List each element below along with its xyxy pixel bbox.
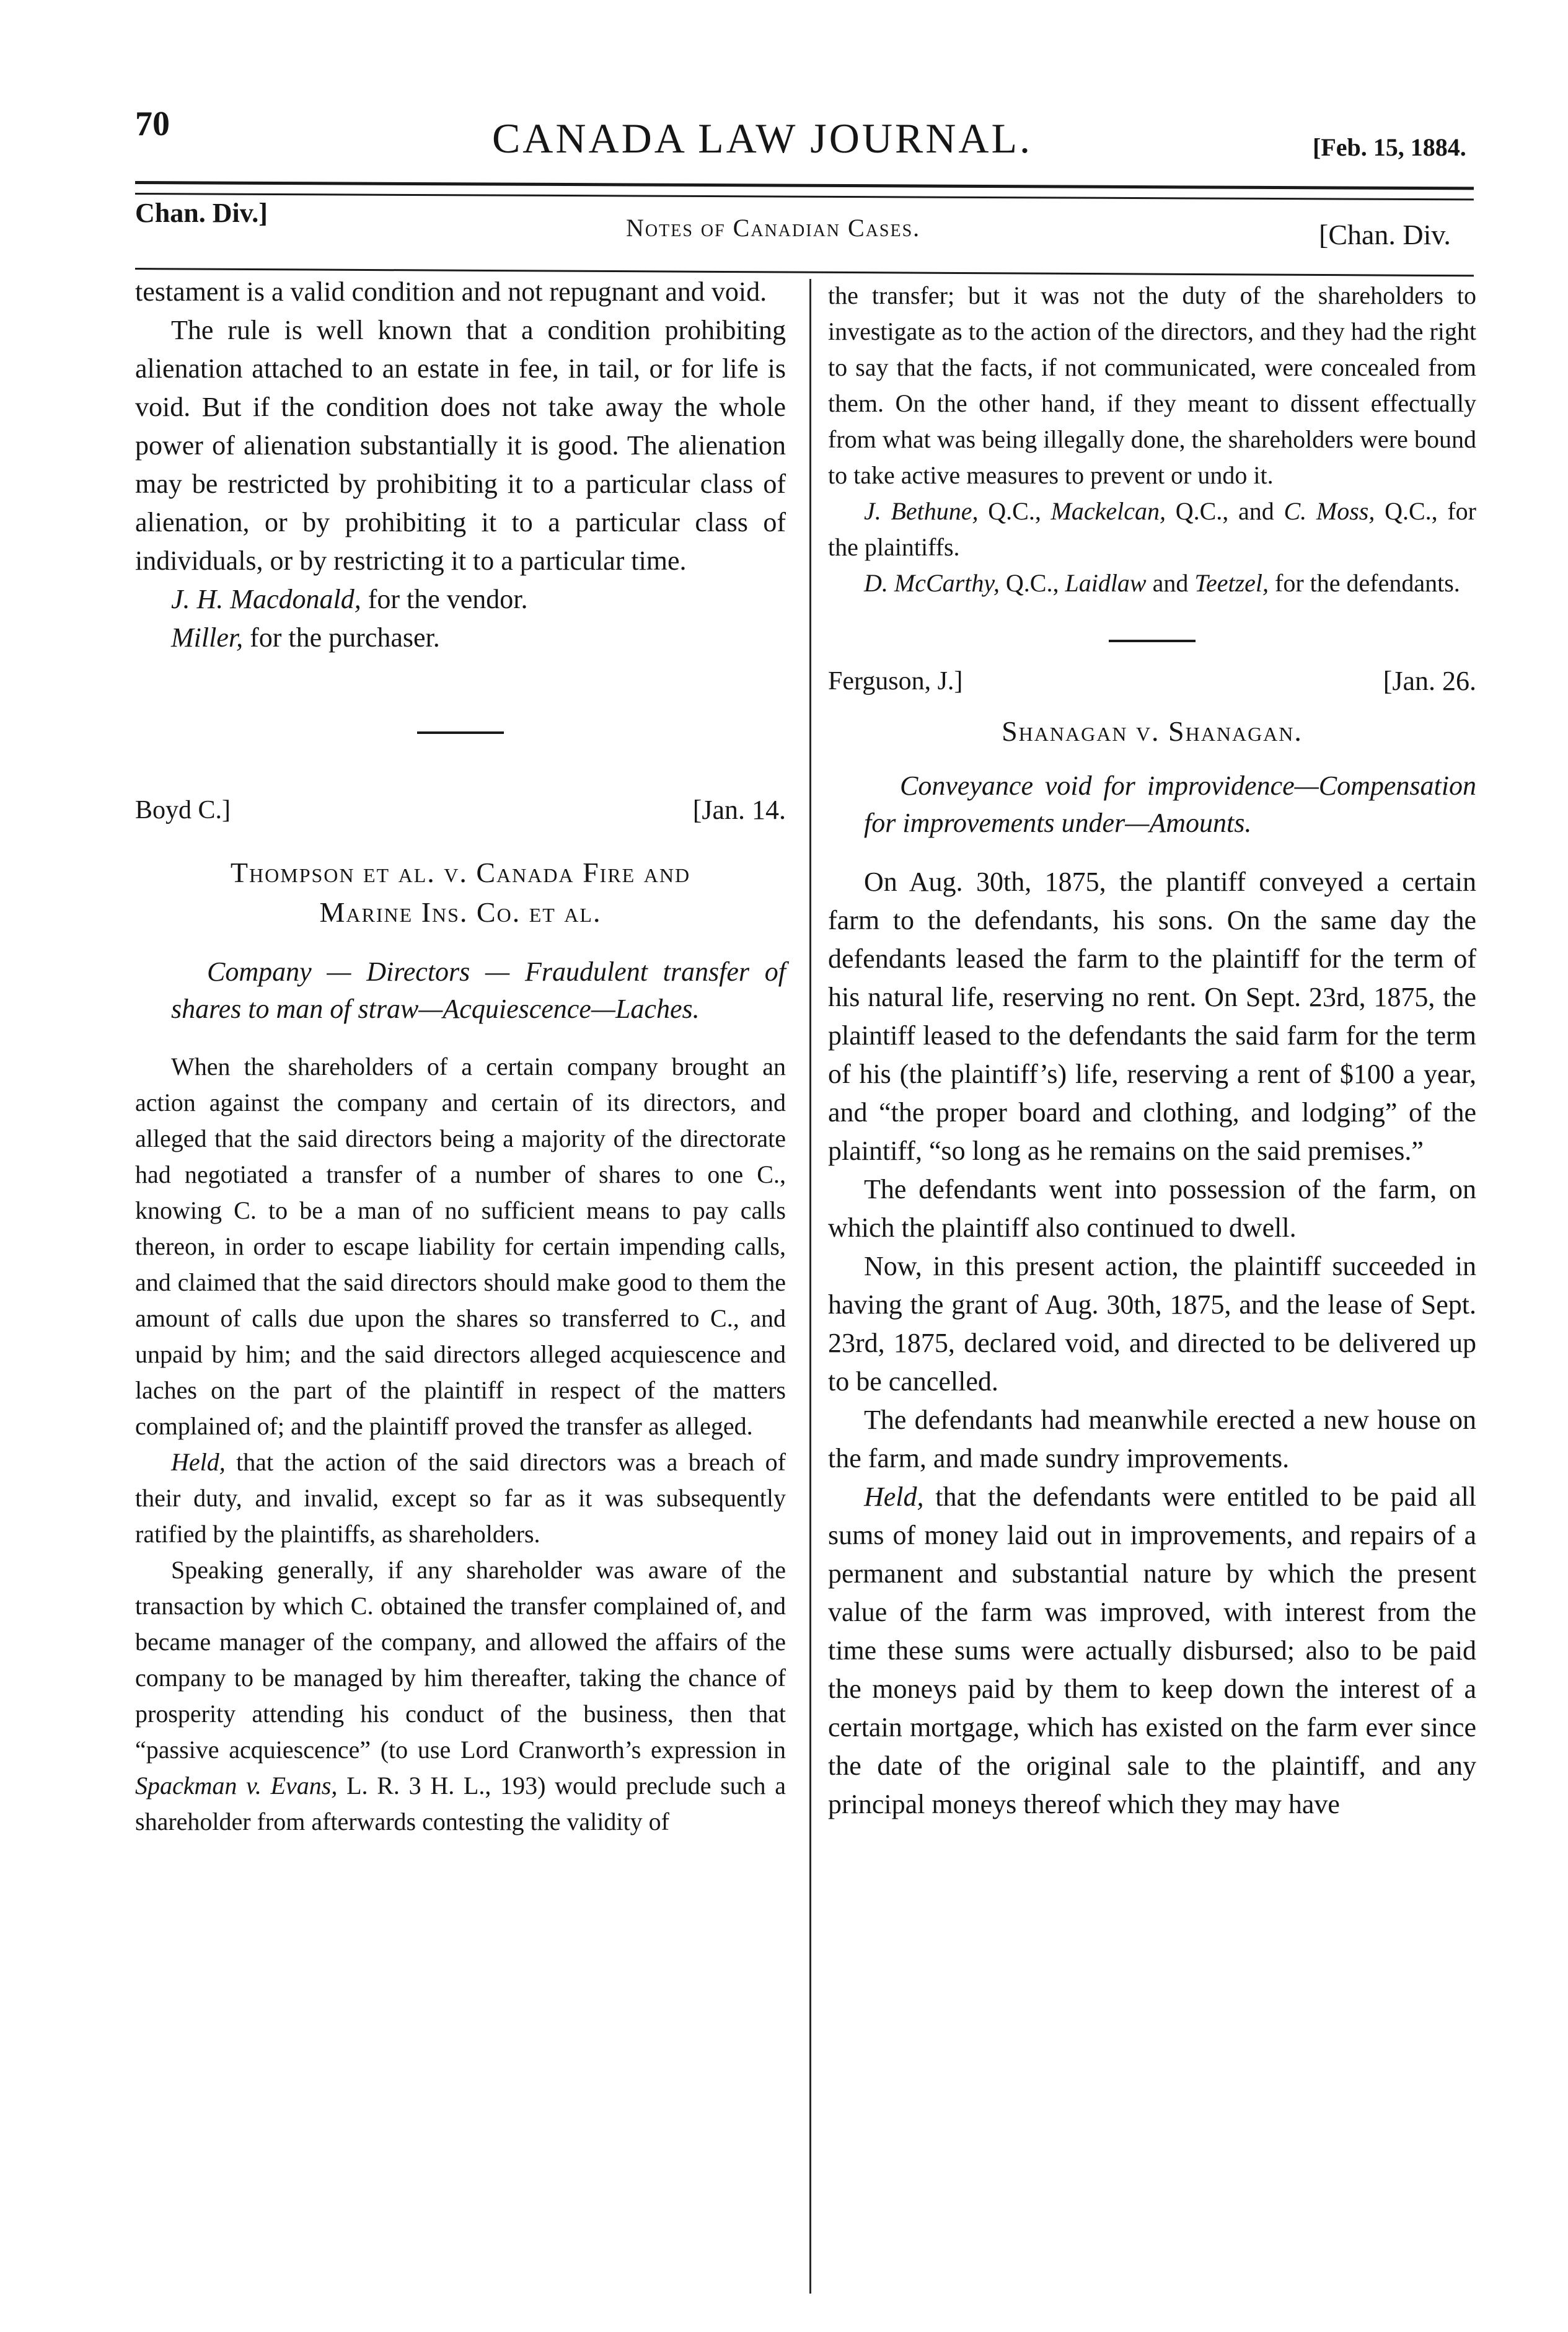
case-title-line: Marine Ins. Co. et al.: [319, 896, 602, 928]
held-text: that the action of the said directors was a breach of their duty, and invalid, except so far as it was subsequently ratified by the plaintiffs, as shareholders.: [135, 1448, 786, 1548]
case-facts-paragraph: The defendants went into possession of the farm, on which the plaintiff also continued to dwell.: [828, 1174, 1476, 1243]
held-label: Held,: [171, 1448, 226, 1476]
issue-date: [Feb. 15, 1884.: [1313, 133, 1466, 161]
case-body: [135, 1049, 786, 1840]
counsel-text: for the defendants.: [1275, 569, 1460, 597]
discussion-text: Speaking generally, if any shareholder was aware of the transaction by which C. obtained the transfer complained of, and became manager of the company, and allowed the affairs of the company to be managed by him thereafter, taking the chance of prosperity attending his conduct of the business, then that “passive acquiescence” (to use Lord Cranworth’s expression in: [135, 1556, 786, 1764]
case-held-paragraph: [828, 1478, 1476, 1824]
counsel-name: Miller,: [171, 622, 244, 653]
rule-paragraph: The rule is well known that a condition prohibiting alienation attached to an estate in fee, in tail, or for life is void. But if the condition does not take away the whole power of alienation substantially it is good. The alienation may be restricted by prohibiting it to a particular class of alienation, or by prohibiting it to a particular class of individuals, or by restricting it to a particular time.: [135, 315, 786, 576]
held-text: that the defendants were entitled to be paid all sums of money laid out in improvements, and repairs of a permanent and substantial nature by which the present value of the farm was improved, with interest from the time these sums were actually disbursed; also to be paid the moneys paid by them to keep down the interest of a certain mortgage, which has existed on the farm ever since the date of the original sale to the plaintiff, and any principal moneys thereof which they may have: [828, 1482, 1477, 1819]
counsel-name: Mackelcan,: [1050, 497, 1166, 525]
counsel-purchaser: [135, 619, 786, 657]
case-date: [Jan. 26.: [1383, 666, 1476, 696]
discussion-text: L. R. 3 H. L., 193) would preclude such a shareholder from afterwards contesting the validity of: [135, 1772, 786, 1835]
case-discussion-paragraph: [135, 1552, 786, 1840]
case-facts-paragraph: When the shareholders of a certain company brought an action against the company and certain of its directors, and alleged that the said directors being a majority of the directorate had negotiated a transfer of a number of shares to one C., knowing C. to be a man of no sufficient means to pay calls thereon, in order to escape liability for certain impending calls, and claimed that the said directors should make good to them the amount of calls due upon the shares so transferred to C., and unpaid by him; and the said directors alleged acquiescence and laches on the part of the plaintiff in respect of the matters complained of; and the plaintiff proved the transfer as alleged.: [135, 1053, 786, 1440]
counsel-name: D. McCarthy,: [864, 569, 1000, 597]
counsel-role: for the purchaser.: [250, 622, 440, 653]
continuation-paragraph: the transfer; but it was not the duty of the shareholders to investigate as to the action of the directors, and they had the right to say that the facts, if not communicated, were concealed from them. On the other hand, if they meant to dissent effectually from what was being illegally done, the shareholders were bound to take active measures to prevent or undo it.: [828, 281, 1476, 489]
case-date: [Jan. 14.: [692, 795, 786, 825]
counsel-text: Q.C., and: [1175, 497, 1274, 525]
case-title: [135, 853, 786, 932]
case-judge: Ferguson, J.]: [828, 667, 963, 696]
page-number: 70: [135, 105, 170, 143]
case-facts-paragraph: On Aug. 30th, 1875, the plantiff conveyed a certain farm to the defendants, his sons. On the same day the defendants leased the farm to the plaintiff for the term of his natural life, reserving no rent. On Sept. 23rd, 1875, the plaintiff leased to the defendants the said farm for the term of his (the plaintiff’s) life, reserving a rent of $100 a year, and “the proper board and clothing, and lodging” of the plaintiff, “so long as he remains on the said premises.”: [828, 867, 1476, 1166]
case-title-line: Thompson et al. v. Canada Fire and: [230, 857, 691, 888]
case-held-paragraph: [135, 1444, 786, 1552]
counsel-name: Laidlaw: [1065, 569, 1147, 597]
case-judge: Boyd C.]: [135, 796, 231, 824]
counsel-text: and: [1152, 569, 1189, 597]
counsel-name: J. Bethune,: [864, 497, 979, 525]
left-column: [135, 273, 786, 1840]
case-facts-paragraph: Now, in this present action, the plaintiff succeeded in having the grant of Aug. 30th, 1875, and the lease of Sept. 23rd, 1875, declared void, and directed to be delivered up to be cancelled.: [828, 1251, 1476, 1397]
journal-title: CANADA LAW JOURNAL.: [491, 115, 1033, 162]
counsel-name: J. H. Macdonald,: [171, 584, 361, 614]
continuation-paragraph: testament is a valid condition and not repugnant and void.: [135, 276, 767, 307]
counsel-text: Q.C., for the plaintiffs.: [828, 497, 1476, 561]
counsel-name: C. Moss,: [1284, 497, 1375, 525]
case-headnote: Conveyance void for improvidence—Compensation for improvements under—Amounts.: [864, 771, 1476, 838]
counsel-text: Q.C.,: [988, 497, 1041, 525]
counsel-name: Teetzel,: [1194, 569, 1269, 597]
counsel-defendants: [828, 565, 1476, 601]
held-label: Held,: [864, 1482, 924, 1512]
section-label-center: Notes of Canadian Cases.: [626, 214, 921, 242]
section-label-right: [Chan. Div.: [1319, 219, 1451, 250]
header-double-rule: [135, 181, 1474, 200]
case-court-line: [828, 663, 1476, 699]
case-court-line: [135, 791, 786, 829]
case-headnote: Company — Directors — Fraudulent transfer of shares to man of straw—Acquiescence—Laches.: [171, 956, 786, 1024]
case-body: [828, 863, 1476, 1824]
case-title: Shanagan v. Shanagan.: [1002, 715, 1303, 747]
counsel-vendor: [135, 580, 786, 619]
counsel-role: for the vendor.: [368, 584, 528, 614]
case-facts-paragraph: The defendants had meanwhile erected a new house on the farm, and made sundry improvements.: [828, 1405, 1476, 1473]
column-divider: [809, 279, 811, 2294]
counsel-plaintiffs: [828, 493, 1476, 565]
counsel-text: Q.C.,: [1005, 569, 1059, 597]
right-column: [828, 278, 1476, 1824]
cited-case: Spackman v. Evans,: [135, 1772, 338, 1800]
section-label-left: Chan. Div.]: [135, 198, 268, 228]
